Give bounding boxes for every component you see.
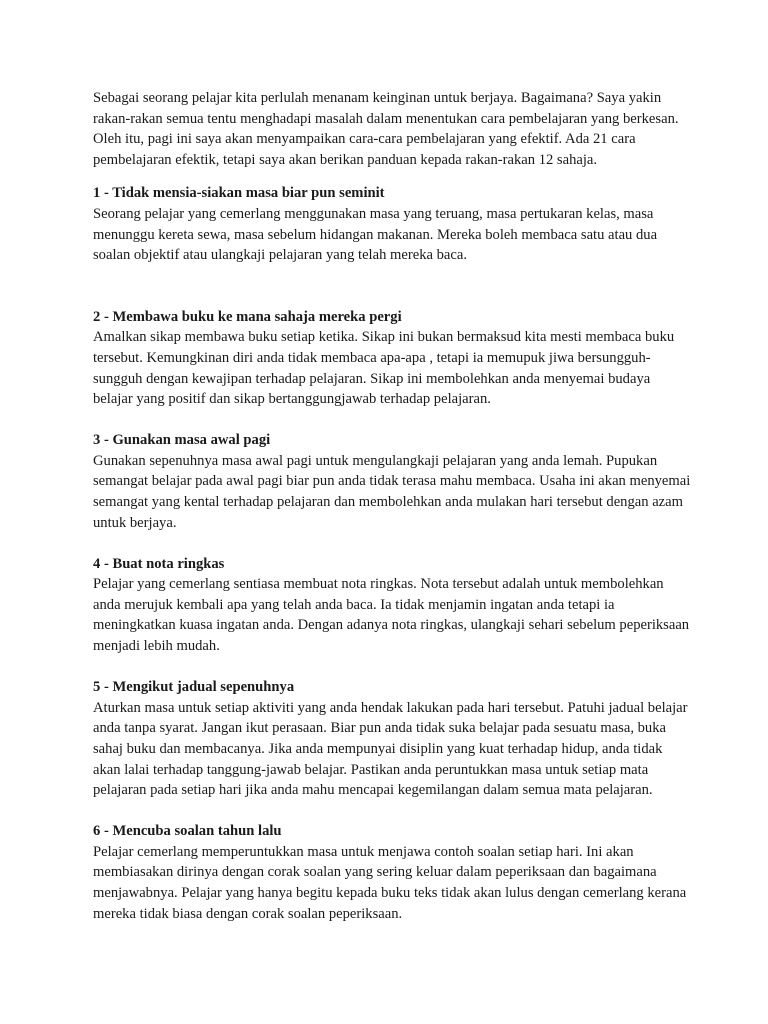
section-body: Seorang pelajar yang cemerlang menggunakan masa yang teruang, masa pertukaran kelas, masa menunggu kereta sewa, masa sebelum hidangan makanan. Mereka boleh membaca satu atau dua soalan objektif atau ulangkaji pelajaran yang telah mereka baca. (93, 205, 658, 264)
section-body: Pelajar cemerlang memperuntukkan masa untuk menjawa contoh soalan setiap hari. Ini akan membiasakan dirinya dengan corak soalan yang sering keluar dalam peperiksaan dan bagaimana menjawabnya. Pelajar yang hanya begitu kepada buku teks tidak akan lulus dengan cemerlang kerana mereka tidak biasa dengan corak soalan peperiksaan. (93, 843, 687, 922)
section-4 (93, 554, 693, 657)
document-page (93, 88, 693, 945)
section-title: 1 - Tidak mensia-siakan masa biar pun seminit (93, 185, 385, 202)
section-title: 5 - Mengikut jadual sepenuhnya (93, 679, 295, 696)
section-body: Aturkan masa untuk setiap aktiviti yang anda hendak lakukan pada hari tersebut. Patuhi jadual belajar anda tanpa syarat. Jangan ikut perasaan. Biar pun anda tidak suka belajar pada sesuatu masa, buka sahaj buku dan membacanya. Jika anda mempunyai disiplin yang kuat terhadap hidup, anda tidak akan lalai terhadap tanggung-jawab belajar. Pastikan anda peruntukkan masa untuk setiap mata pelajaran pada setiap hari jika anda mahu mencapai kegemilangan dalam semua mata pelajaran. (93, 699, 688, 799)
section-body: Amalkan sikap membawa buku setiap ketika. Sikap ini bukan bermaksud kita mesti membaca buku tersebut. Kemungkinan diri anda tidak membaca apa-apa , tetapi ia memupuk jiwa bersungguh-sungguh dengan kewajipan terhadap pelajaran. Sikap ini membolehkan anda menyemai budaya belajar yang positif dan sikap bertanggungjawab terhadap pelajaran. (93, 329, 675, 408)
section-title: 3 - Gunakan masa awal pagi (93, 432, 271, 449)
section-6 (93, 821, 693, 924)
section-title: 2 - Membawa buku ke mana sahaja mereka pergi (93, 308, 402, 325)
section-body: Gunakan sepenuhnya masa awal pagi untuk mengulangkaji pelajaran yang anda lemah. Pupukan semangat belajar pada awal pagi biar pun anda tidak terasa mahu membaca. Usaha ini akan menyemai semangat yang kental terhadap pelajaran dan membolehkan anda mulakan hari tersebut dengan azam untuk berjaya. (93, 452, 691, 531)
section-1 (93, 183, 693, 265)
section-body: Pelajar yang cemerlang sentiasa membuat nota ringkas. Nota tersebut adalah untuk membolehkan anda merujuk kembali apa yang telah anda baca. Ia tidak menjamin ingatan anda tetapi ia meningkatkan kuasa ingatan anda. Dengan adanya nota ringkas, ulangkaji sehari sebelum peperiksaan menjadi lebih mudah. (93, 576, 690, 655)
section-3 (93, 430, 693, 533)
section-title: 6 - Mencuba soalan tahun lalu (93, 823, 282, 840)
section-5 (93, 677, 693, 801)
intro-paragraph: Sebagai seorang pelajar kita perlulah menanam keinginan untuk berjaya. Bagaimana? Saya yakin rakan-rakan semua tentu menghadapi masalah dalam menentukan cara pembelajaran yang berkesan. Oleh itu, pagi ini saya akan menyampaikan cara-cara pembelajaran yang efektif. Ada 21 cara pembelajaran efektik, tetapi saya akan berikan panduan kepada rakan-rakan 12 sahaja. (93, 90, 679, 168)
section-2 (93, 307, 693, 410)
section-title: 4 - Buat nota ringkas (93, 555, 225, 572)
